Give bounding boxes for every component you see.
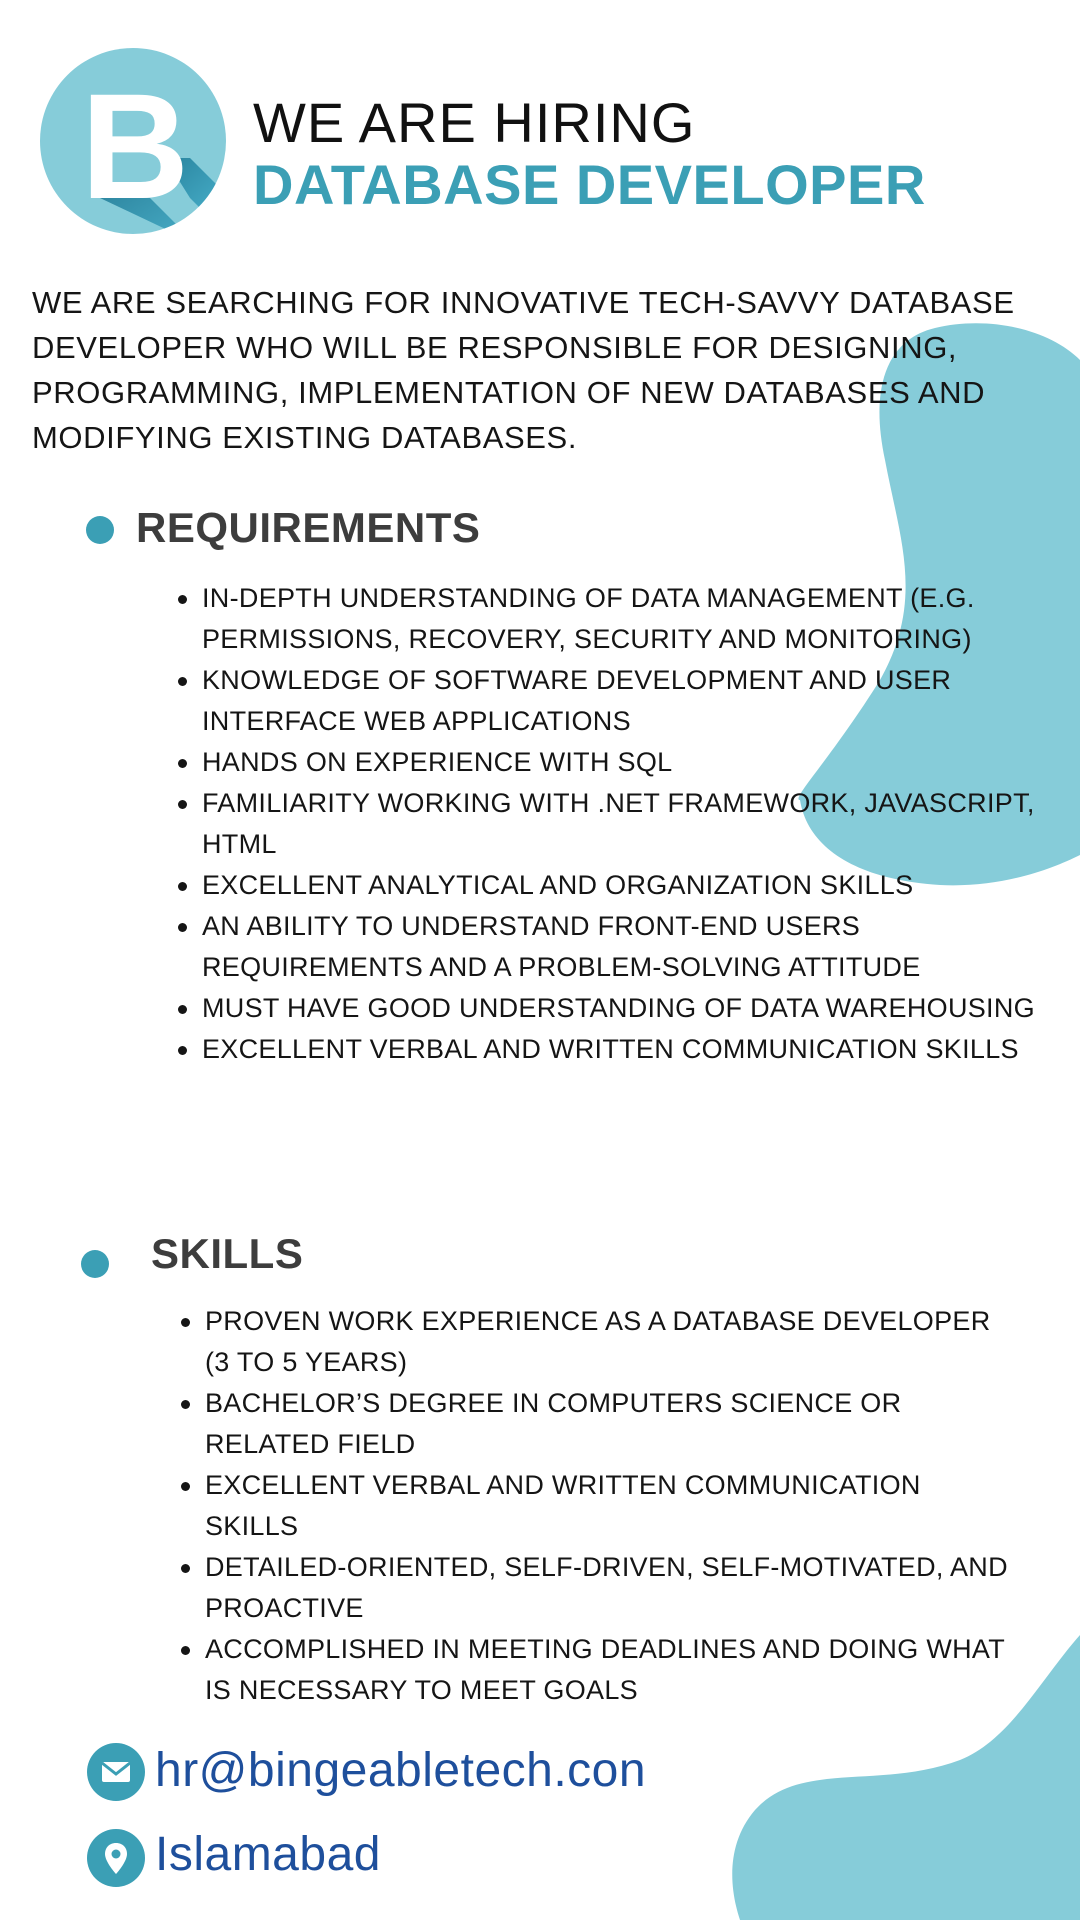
requirement-item: FAMILIARITY WORKING WITH .NET FRAMEWORK, JAVASCRIPT, HTML [178,783,1038,865]
envelope-icon [87,1743,145,1801]
requirements-list [178,578,1038,1070]
requirements-heading: REQUIREMENTS [136,504,481,551]
skills-list [181,1301,1021,1711]
skill-item: BACHELOR’S DEGREE IN COMPUTERS SCIENCE OR RELATED FIELD [181,1383,1021,1465]
logo-letter: B [80,62,190,230]
job-title: DATABASE DEVELOPER [253,153,926,216]
requirement-item: MUST HAVE GOOD UNDERSTANDING OF DATA WAREHOUSING [178,988,1038,1029]
skill-item: EXCELLENT VERBAL AND WRITTEN COMMUNICATION SKILLS [181,1465,1021,1547]
company-logo [40,48,226,234]
skill-item: ACCOMPLISHED IN MEETING DEADLINES AND DOING WHAT IS NECESSARY TO MEET GOALS [181,1629,1021,1711]
skills-bullet-dot [81,1250,109,1278]
requirements-bullet-dot [86,516,114,544]
requirement-item: KNOWLEDGE OF SOFTWARE DEVELOPMENT AND USER INTERFACE WEB APPLICATIONS [178,660,1038,742]
requirement-item: AN ABILITY TO UNDERSTAND FRONT-END USERS REQUIREMENTS AND A PROBLEM-SOLVING ATTITUDE [178,906,1038,988]
skill-item: PROVEN WORK EXPERIENCE AS A DATABASE DEVELOPER (3 TO 5 YEARS) [181,1301,1021,1383]
contact-location: Islamabad [155,1828,381,1881]
map-pin-icon [87,1829,145,1887]
requirement-item: IN-DEPTH UNDERSTANDING OF DATA MANAGEMENT (E.G. PERMISSIONS, RECOVERY, SECURITY AND MONITORING) [178,578,1038,660]
contact-email[interactable]: hr@bingeabletech.con [155,1744,647,1797]
skill-item: DETAILED-ORIENTED, SELF-DRIVEN, SELF-MOTIVATED, AND PROACTIVE [181,1547,1021,1629]
intro-paragraph: WE ARE SEARCHING FOR INNOVATIVE TECH-SAVVY DATABASE DEVELOPER WHO WILL BE RESPONSIBLE FOR DESIGNING, PROGRAMMING, IMPLEMENTATION OF NEW DATABASES AND MODIFYING EXISTING DATABASES. [32,285,1015,455]
requirement-item: HANDS ON EXPERIENCE WITH SQL [178,742,1038,783]
requirement-item: EXCELLENT ANALYTICAL AND ORGANIZATION SKILLS [178,865,1038,906]
skills-heading: SKILLS [151,1230,304,1277]
hiring-heading: WE ARE HIRING [253,91,696,154]
requirement-item: EXCELLENT VERBAL AND WRITTEN COMMUNICATION SKILLS [178,1029,1038,1070]
